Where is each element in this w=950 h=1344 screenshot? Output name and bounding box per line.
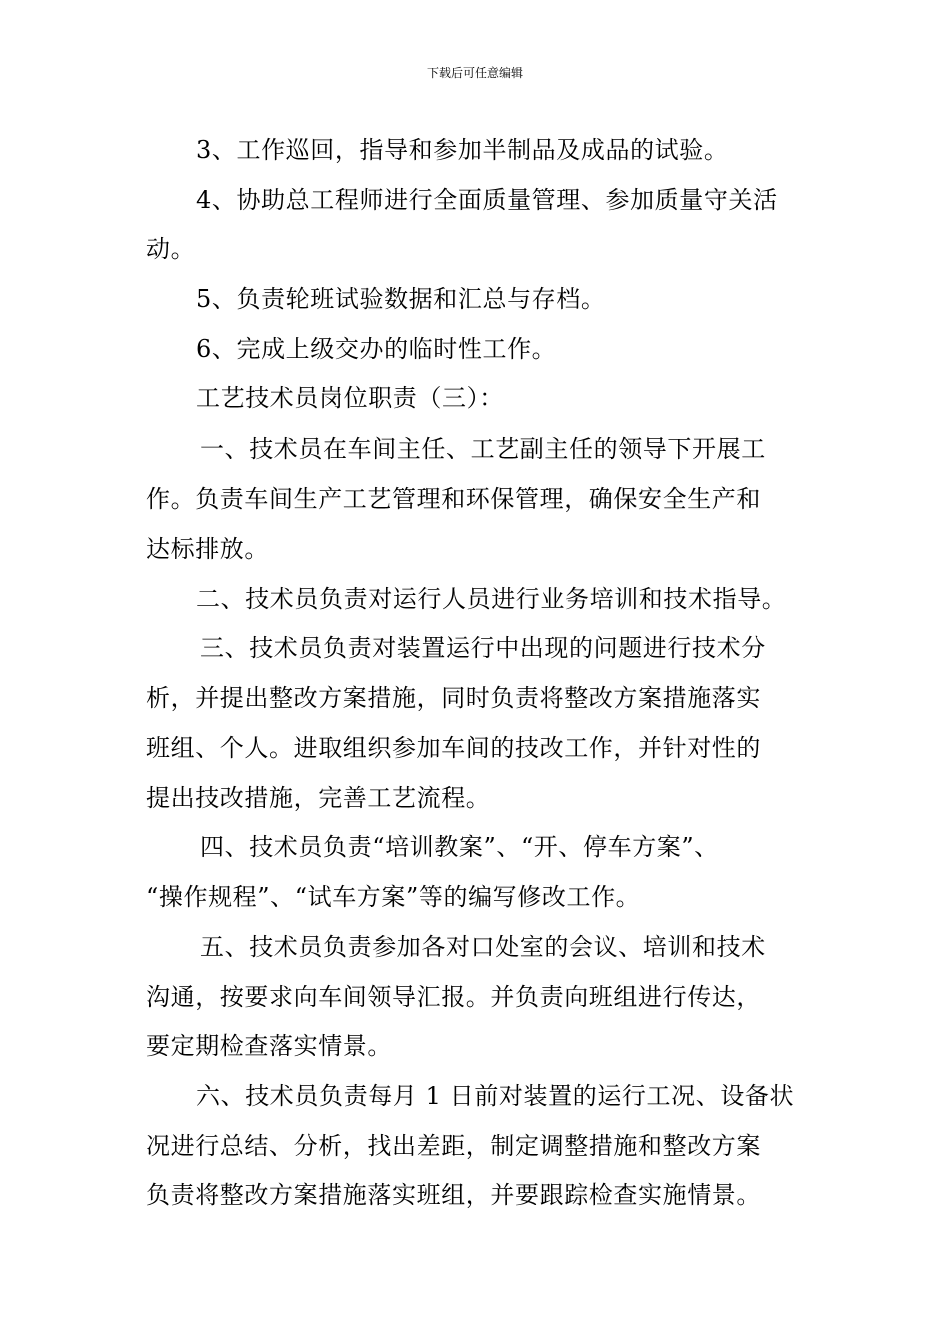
paragraph-line: 析，并提出整改方案措施，同时负责将整改方案措施落实	[146, 684, 761, 712]
paragraph-line: 提出技改措施，完善工艺流程。	[146, 784, 491, 812]
paragraph-line: 二、技术员负责对运行人员进行业务培训和技术指导。	[196, 585, 787, 613]
paragraph-line: 三、技术员负责对装置运行中出现的问题进行技术分	[200, 634, 766, 662]
paragraph-line: 4、协助总工程师进行全面质量管理、参加质量守关活	[196, 186, 778, 214]
paragraph-line: 一、技术员在车间主任、工艺副主任的领导下开展工	[200, 435, 766, 463]
page-header: 下载后可任意编辑	[426, 66, 523, 80]
paragraph-line: 要定期检查落实情景。	[146, 1032, 392, 1060]
paragraph-line: 动。	[146, 235, 196, 263]
section-heading: 工艺技术员岗位职责（三）：	[196, 384, 504, 412]
paragraph-line: 达标排放。	[146, 535, 269, 563]
paragraph-line: 况进行总结、分析，找出差距，制定调整措施和整改方案	[146, 1132, 761, 1160]
paragraph-line: 沟通，按要求向车间领导汇报。并负责向班组进行传达，	[146, 983, 761, 1011]
paragraph-line: “操作规程”、“试车方案”等的编写修改工作。	[146, 883, 641, 911]
paragraph-line: 3、工作巡回，指导和参加半制品及成品的试验。	[196, 136, 729, 164]
paragraph-line: 五、技术员负责参加各对口处室的会议、培训和技术	[200, 933, 766, 961]
paragraph-line: 作。负责车间生产工艺管理和环保管理，确保安全生产和	[146, 485, 761, 513]
paragraph-line: 六、技术员负责每月 1 日前对装置的运行工况、设备状	[196, 1082, 795, 1110]
paragraph-line: 负责将整改方案措施落实班组，并要跟踪检查实施情景。	[146, 1181, 761, 1209]
paragraph-line: 6、完成上级交办的临时性工作。	[196, 335, 557, 363]
paragraph-line: 班组、个人。进取组织参加车间的技改工作，并针对性的	[146, 734, 761, 762]
paragraph-line: 5、负责轮班试验数据和汇总与存档。	[196, 285, 606, 313]
paragraph-line: 四、技术员负责“培训教案”、“开、停车方案”、	[200, 833, 719, 861]
